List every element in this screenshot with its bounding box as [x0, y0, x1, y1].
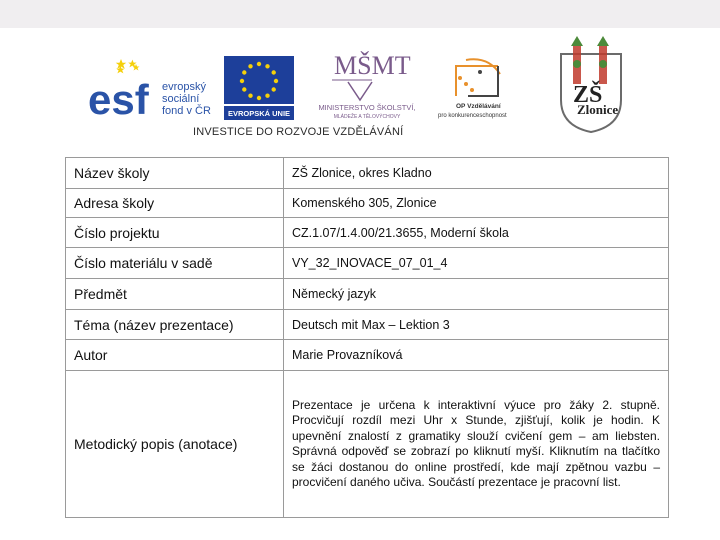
- table-row: [66, 218, 669, 248]
- esf-text-line-3: fond v ČR: [162, 105, 211, 117]
- msmt-caption-2: MLÁDEŽE A TĚLOVÝCHOVY: [333, 114, 401, 120]
- table-row: [66, 248, 669, 279]
- investment-caption: INVESTICE DO ROZVOJE VZDĚLÁVÁNÍ: [193, 126, 404, 138]
- row-value: Komenského 305, Zlonice: [284, 189, 669, 218]
- row-value: Deutsch mit Max – Lektion 3: [284, 310, 669, 340]
- row-label: Číslo materiálu v sadě: [66, 248, 284, 279]
- row-value: ZŠ Zlonice, okres Kladno: [284, 158, 669, 189]
- top-band: [0, 0, 720, 28]
- eu-caption: EVROPSKÁ UNIE: [227, 109, 291, 118]
- msmt-caption-1: MINISTERSTVO ŠKOLSTVÍ,: [318, 103, 416, 112]
- esf-wordmark: esf: [88, 76, 149, 122]
- op-vzdelavani-logo: [438, 52, 548, 122]
- msmt-logo: [302, 50, 432, 120]
- row-label: Číslo projektu: [66, 218, 284, 248]
- table-row: [66, 279, 669, 310]
- table-row: [66, 310, 669, 340]
- crest-text-bottom: Zlonice: [577, 102, 619, 117]
- row-value: CZ.1.07/1.4.00/21.3655, Moderní škola: [284, 218, 669, 248]
- row-label: Název školy: [66, 158, 284, 189]
- table-row: [66, 189, 669, 218]
- table-row: [66, 340, 669, 371]
- table-row: [66, 158, 669, 189]
- row-value: VY_32_INOVACE_07_01_4: [284, 248, 669, 279]
- school-info-table: [65, 157, 669, 518]
- eu-flag-logo: [220, 56, 298, 120]
- esf-text-line-2: sociální: [162, 93, 200, 105]
- row-label: Autor: [66, 340, 284, 371]
- annotation-text: Prezentace je určena k interaktivní výuce pro žáky 2. stupně. Procvičují rozdíl mezi Uhr x Stunde, zjišťují, kolik je hodin. K upevnění znalostí z gramatiky slouží cvičení gem – am liebsten. Správná odpověď se zobrazí po kliknutí myší. Kliknutím na tlačítko se žáci dostanou do online prostředí, kde mají zpětnou vazbu – procvičení daného učiva. Součástí prezentace je pracovní list.: [284, 371, 669, 518]
- row-label: Téma (název prezentace): [66, 310, 284, 340]
- crest-text-top: ZŠ: [573, 82, 603, 108]
- school-crest-logo: [555, 34, 627, 134]
- op-caption-1: OP Vzdělávání: [456, 103, 501, 110]
- esf-text-line-1: evropský: [162, 81, 207, 93]
- row-label: Adresa školy: [66, 189, 284, 218]
- row-label: Metodický popis (anotace): [66, 371, 284, 518]
- row-value: Marie Provazníková: [284, 340, 669, 371]
- msmt-mark: MŠMT: [334, 51, 411, 80]
- esf-logo: [88, 56, 212, 122]
- row-label: Předmět: [66, 279, 284, 310]
- row-value: Německý jazyk: [284, 279, 669, 310]
- op-caption-2: pro konkurenceschopnost: [438, 113, 507, 119]
- table-row: [66, 371, 669, 518]
